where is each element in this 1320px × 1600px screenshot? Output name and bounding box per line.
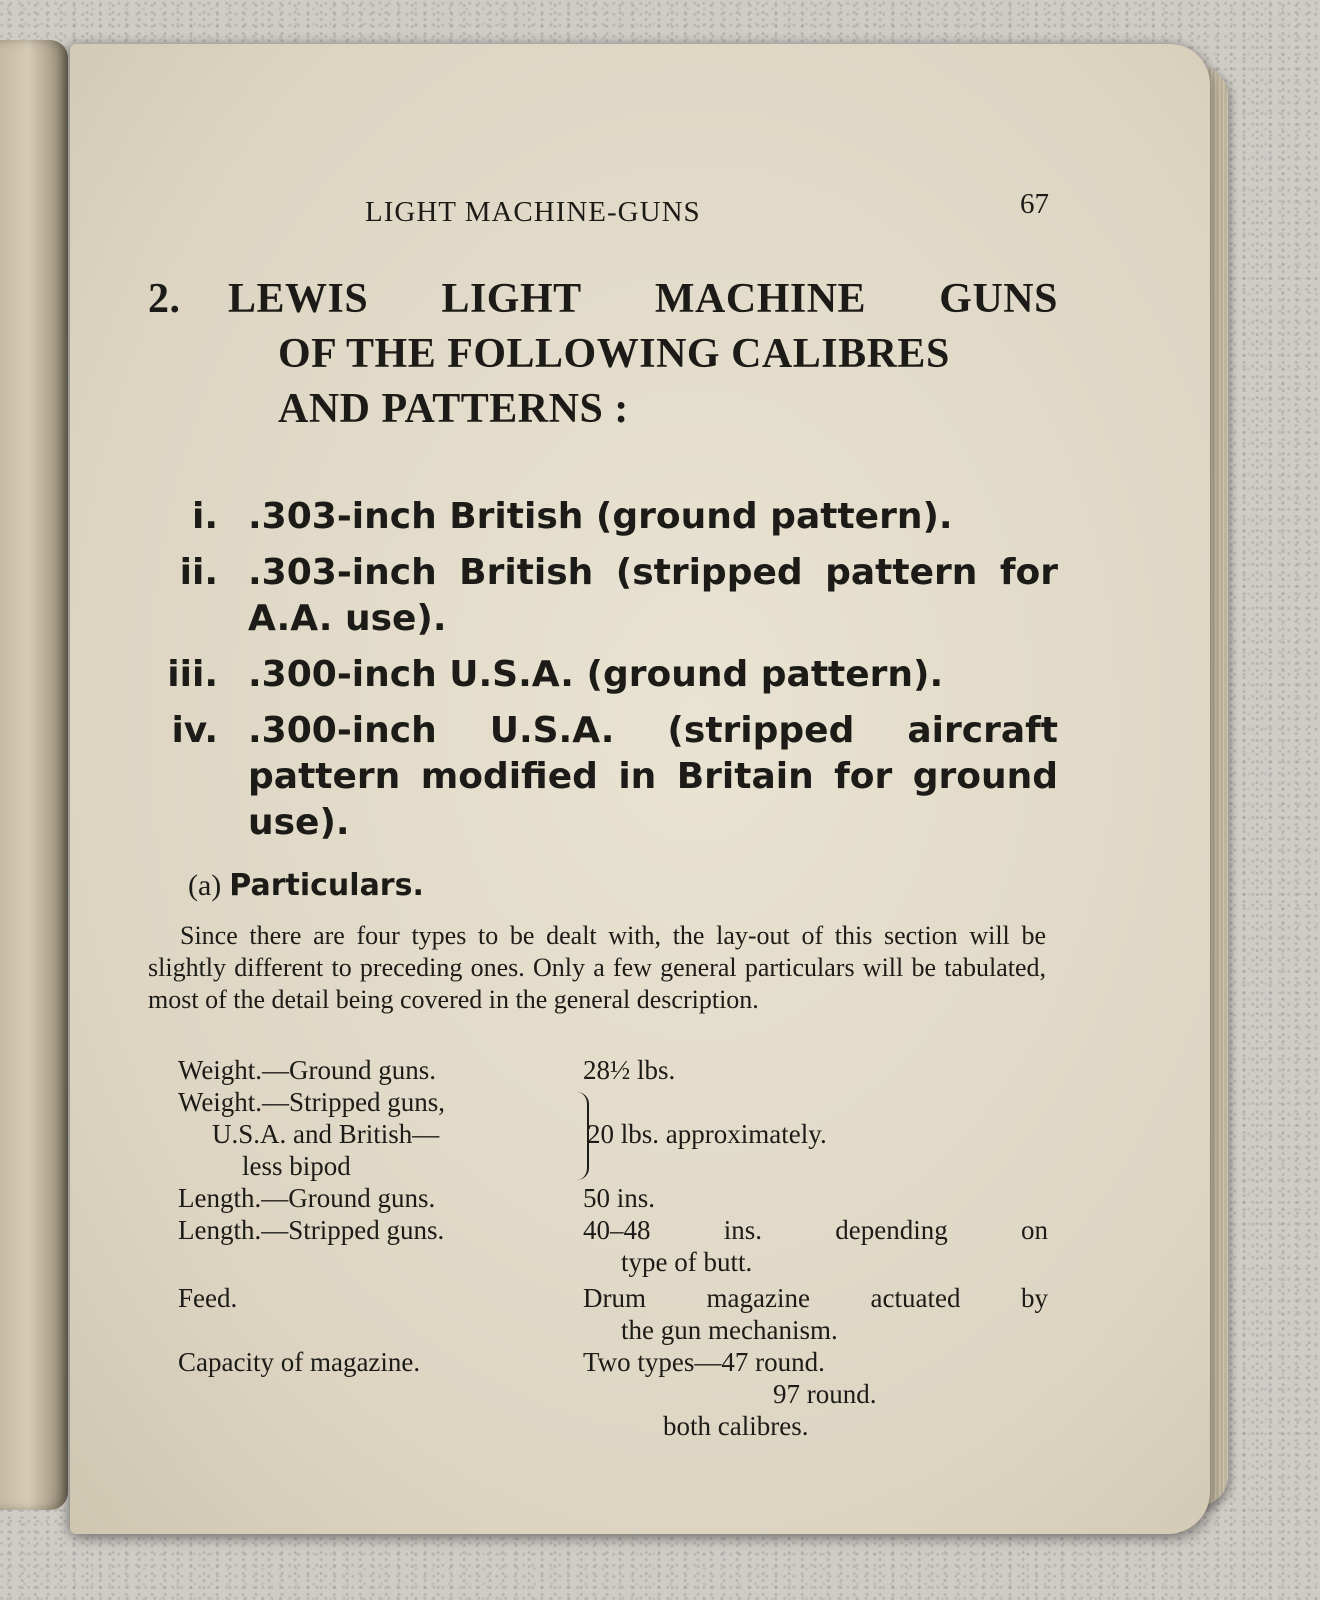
row-label: Weight.—Ground guns. [178,1055,437,1085]
list-item [148,550,1058,642]
value-word: depending [835,1215,948,1245]
row-label [178,1086,583,1182]
value-word: ins. [723,1215,763,1245]
running-head: LIGHT MACHINE-GUNS [365,196,701,228]
row-value-line: the gun mechanism. [621,1315,838,1345]
value-word: Drum [583,1283,646,1313]
table-row [178,1054,1048,1086]
page-number: 67 [1020,188,1049,220]
row-value-line: Two types—47 round. [583,1347,825,1377]
row-label-line: Weight.—Stripped guns, [178,1087,446,1117]
row-label-line: U.S.A. and British— [212,1119,440,1149]
row-label: Capacity of magazine. [178,1347,421,1377]
title-word: LEWIS [228,276,369,322]
row-value [583,1346,1048,1442]
list-numeral: ii. [179,552,218,593]
table-row [178,1214,1048,1278]
table-row [178,1182,1048,1214]
section-title-line-3: AND PATTERNS : [278,386,629,432]
list-numeral: iii. [167,654,218,695]
value-word: 40–48 [583,1215,651,1245]
row-value-line [583,1282,1048,1314]
list-item-text: .300-inch U.S.A. (stripped aircraft pattern modified in Britain for ground use). [248,710,1058,843]
row-label: Length.—Stripped guns. [178,1215,445,1245]
section-title-line-1 [148,272,1058,327]
row-value [583,1086,1048,1182]
table-row [178,1346,1048,1442]
list-numeral: iv. [171,710,218,751]
facing-page-edge [0,40,68,1510]
value-word: actuated [870,1283,961,1313]
table-row [178,1282,1048,1346]
value-word: on [1021,1215,1048,1245]
value-word: magazine [706,1283,810,1313]
row-value [583,1282,1048,1346]
subsection-heading [188,868,424,903]
brace-mark [577,1092,589,1180]
row-value-line [583,1214,1048,1246]
row-value-line: both calibres. [663,1411,809,1441]
row-value: 28½ lbs. [583,1055,676,1085]
list-item-text: .300-inch U.S.A. (ground pattern). [248,654,944,695]
book-page [70,44,1210,1534]
list-item [148,708,1058,846]
list-item-text: .303-inch British (stripped pattern for A.A. use). [248,552,1058,639]
particulars-table [178,1054,1048,1442]
pattern-list [148,494,1058,856]
list-numeral: i. [191,496,218,537]
subsection-label: (a) [188,869,222,902]
subsection-title: Particulars. [229,868,424,903]
title-word: LIGHT [441,276,582,322]
title-word: GUNS [939,276,1058,322]
section-title [148,272,1058,437]
section-number: 2. [148,276,181,322]
row-value [583,1214,1048,1278]
list-item-text: .303-inch British (ground pattern). [248,496,953,537]
row-label: Length.—Ground guns. [178,1183,436,1213]
row-value-line: type of butt. [621,1247,753,1277]
table-row [178,1086,1048,1182]
section-title-line-2: OF THE FOLLOWING CALIBRES [278,331,950,377]
row-label-line: less bipod [242,1151,351,1181]
row-label: Feed. [178,1283,238,1313]
title-word: MACHINE [654,276,867,322]
row-value: 50 ins. [583,1183,656,1213]
row-value-text: 20 lbs. approximately. [587,1119,827,1149]
list-item [148,652,1058,698]
intro-paragraph: Since there are four types to be dealt with, the lay-out of this section will be slightly different to preceding ones. Only a few general particulars will be tabulated, most of the detail being covered in the general description. [148,921,1046,1014]
list-item [148,494,1058,540]
row-value-line: 97 round. [773,1379,877,1409]
value-word: by [1021,1283,1048,1313]
